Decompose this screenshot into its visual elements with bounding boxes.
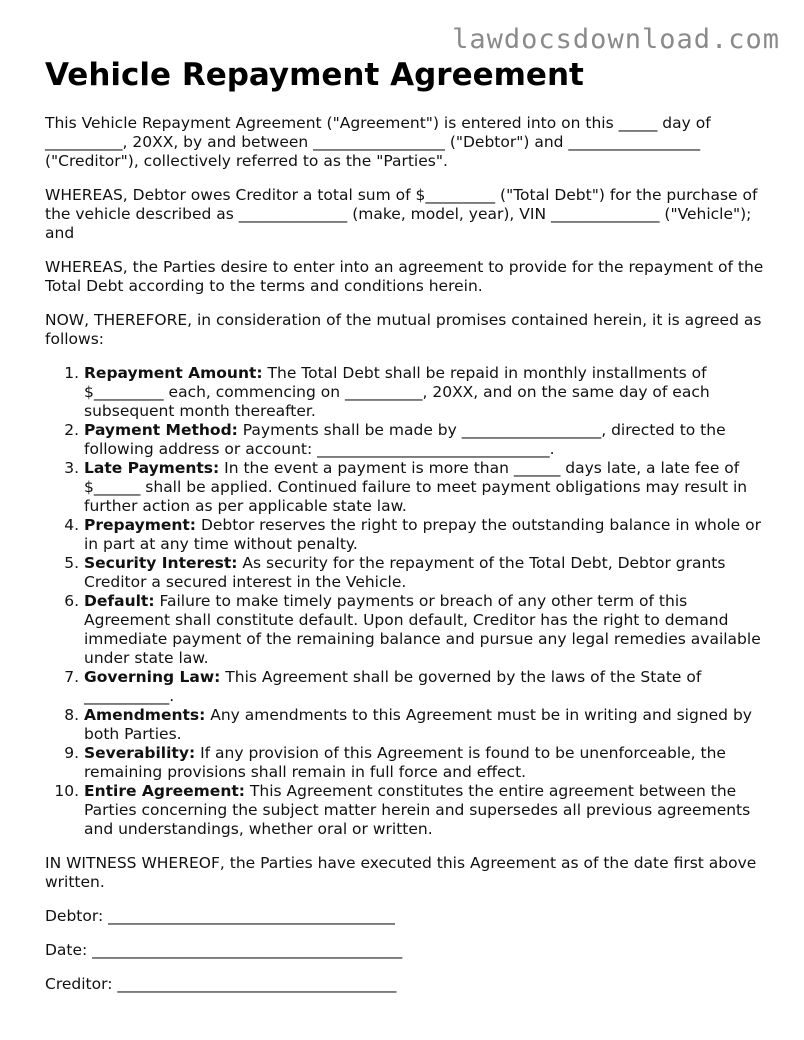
intro-paragraph: This Vehicle Repayment Agreement ("Agreement") is entered into on this _____ day of __________, 20XX, by and between _________________ ("Debtor") and _________________ ("Creditor"), collectively referred to as the "Parties". — [45, 114, 711, 170]
clause-text: Debtor reserves the right to prepay the outstanding balance in whole or in part at any time without penalty. — [84, 516, 761, 553]
whereas-repayment-paragraph: WHEREAS, the Parties desire to enter into an agreement to provide for the repayment of the Total Debt according to the terms and conditions herein. — [45, 258, 764, 295]
clause-text: This Agreement constitutes the entire agreement between the Parties concerning the subject matter herein and supersedes all previous agreements and understandings, whether oral or written. — [84, 782, 751, 838]
clause-default — [84, 592, 765, 668]
witness-paragraph: IN WITNESS WHEREOF, the Parties have executed this Agreement as of the date first above written. — [45, 854, 757, 891]
clause-text: Payments shall be made by __________________, directed to the following address or account: ______________________________. — [84, 421, 726, 458]
clause-payment-method — [84, 421, 765, 459]
clause-text: As security for the repayment of the Total Debt, Debtor grants Creditor a secured interest in the Vehicle. — [84, 554, 726, 591]
clause-heading: Governing Law: — [84, 668, 221, 686]
clause-repayment-amount — [84, 364, 765, 421]
debtor-signature-line: Debtor: _____________________________________ — [45, 907, 395, 925]
clause-text: This Agreement shall be governed by the laws of the State of ___________. — [84, 668, 702, 705]
whereas-debt-paragraph: WHEREAS, Debtor owes Creditor a total sum of $_________ ("Total Debt") for the purchase of the vehicle described as ______________ (make, model, year), VIN ______________ ("Vehicle"); and — [45, 186, 758, 242]
clause-text: Any amendments to this Agreement must be in writing and signed by both Parties. — [84, 706, 752, 743]
clause-text: The Total Debt shall be repaid in monthly installments of $_________ each, commencing on __________, 20XX, and on the same day of each subsequent month thereafter. — [84, 364, 710, 420]
clause-text: If any provision of this Agreement is found to be unenforceable, the remaining provisions shall remain in full force and effect. — [84, 744, 726, 781]
clause-heading: Severability: — [84, 744, 196, 762]
clause-list — [45, 364, 765, 839]
clause-governing-law — [84, 668, 765, 706]
watermark-text: lawdocsdownload.com — [452, 24, 780, 55]
document-page — [45, 56, 765, 1009]
clause-heading: Entire Agreement: — [84, 782, 245, 800]
clause-entire-agreement — [84, 782, 765, 839]
document-title: Vehicle Repayment Agreement — [45, 57, 584, 93]
clause-text: Failure to make timely payments or breach of any other term of this Agreement shall constitute default. Upon default, Creditor has the right to demand immediate payment of the remaining balance and pursue any legal remedies available under state law. — [84, 592, 761, 667]
clause-heading: Security Interest: — [84, 554, 238, 572]
clause-prepayment — [84, 516, 765, 554]
clause-heading: Prepayment: — [84, 516, 197, 534]
clause-text: In the event a payment is more than ______ days late, a late fee of $______ shall be applied. Continued failure to meet payment obligations may result in further action as per applicable state law. — [84, 459, 748, 515]
creditor-signature-line: Creditor: ____________________________________ — [45, 975, 397, 993]
clause-heading: Repayment Amount: — [84, 364, 263, 382]
clause-security-interest — [84, 554, 765, 592]
date-signature-line: Date: ________________________________________ — [45, 941, 403, 959]
clause-severability — [84, 744, 765, 782]
clause-heading: Amendments: — [84, 706, 206, 724]
clause-heading: Late Payments: — [84, 459, 220, 477]
clause-heading: Payment Method: — [84, 421, 238, 439]
clause-amendments — [84, 706, 765, 744]
now-therefore-paragraph: NOW, THEREFORE, in consideration of the mutual promises contained herein, it is agreed as follows: — [45, 311, 762, 348]
clause-late-payments — [84, 459, 765, 516]
clause-heading: Default: — [84, 592, 155, 610]
